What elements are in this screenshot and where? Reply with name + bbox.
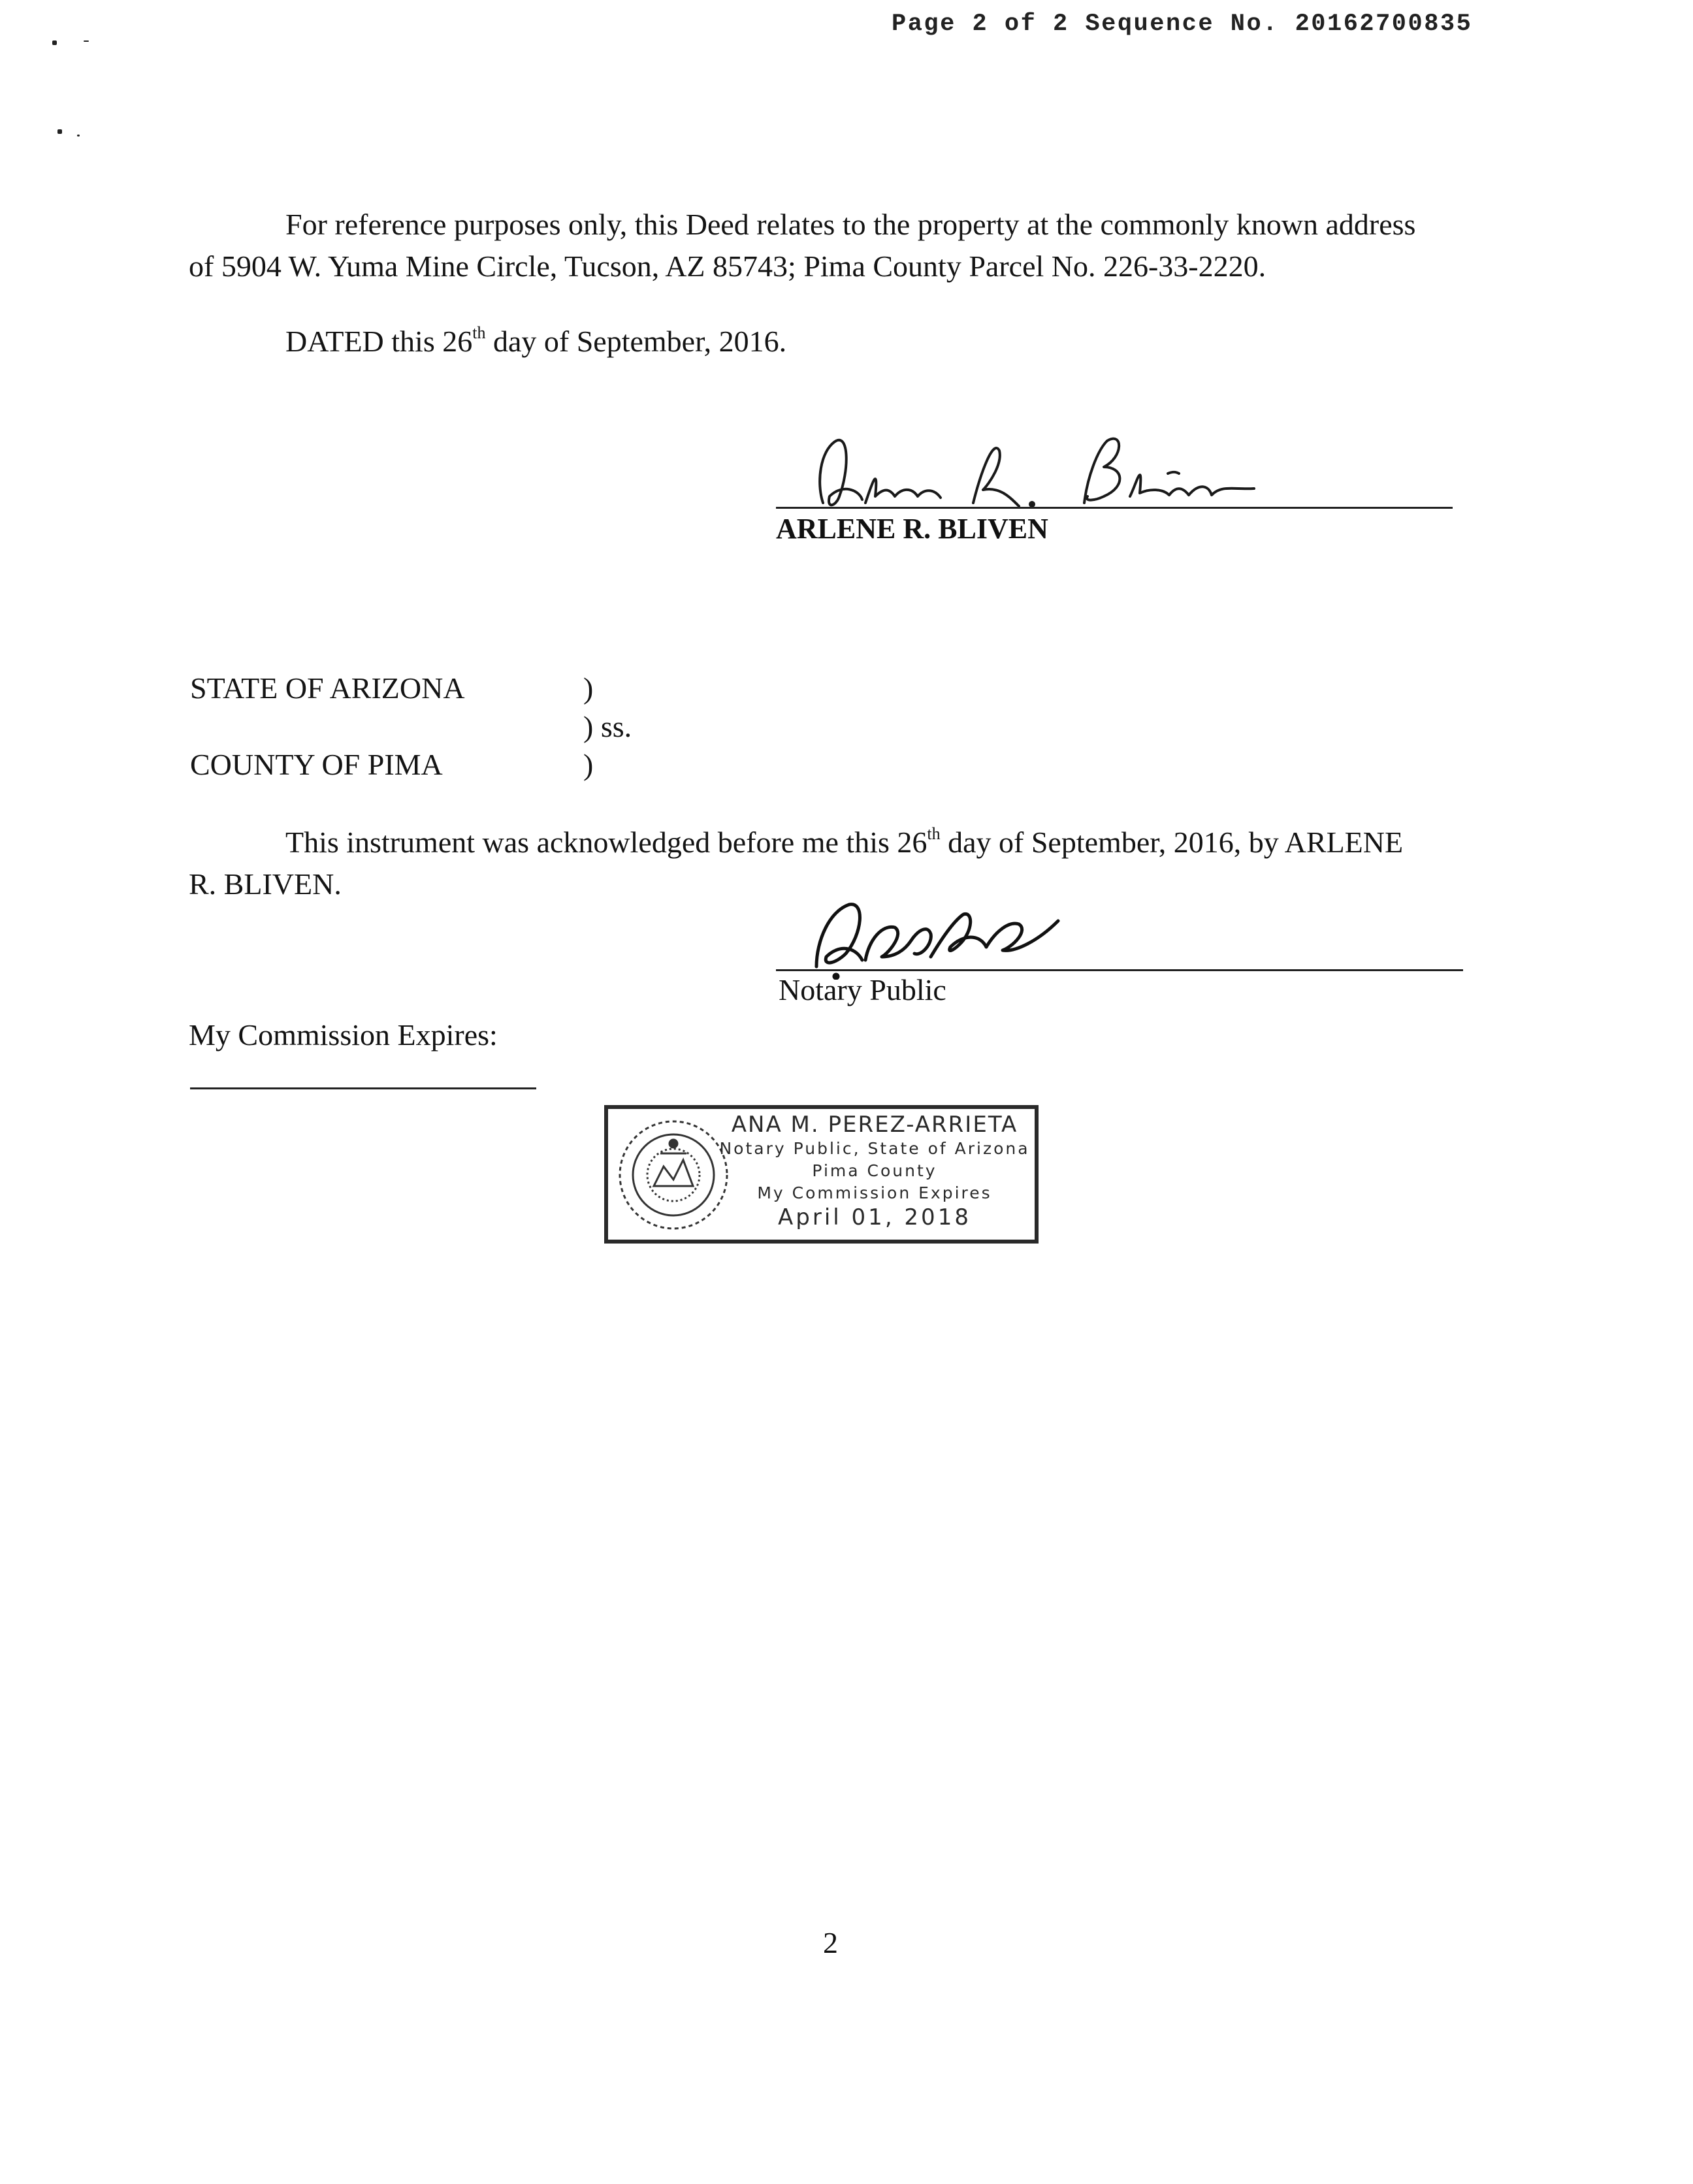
venue-paren-ss: ) ss. bbox=[583, 710, 632, 743]
ack-ordinal: th bbox=[927, 824, 941, 843]
notary-public-label: Notary Public bbox=[779, 973, 946, 1006]
venue-county: COUNTY OF PIMA bbox=[190, 748, 443, 781]
venue-paren-bottom: ) bbox=[583, 748, 594, 781]
scan-specks bbox=[0, 0, 131, 163]
stamp-notary-state: Notary Public, State of Arizona bbox=[719, 1139, 1030, 1158]
page-sequence-header: Page 2 of 2 Sequence No. 20162700835 bbox=[892, 10, 1473, 38]
notary-stamp bbox=[604, 1105, 1039, 1244]
grantor-printed-name: ARLENE R. BLIVEN bbox=[776, 513, 1048, 545]
grantor-signature bbox=[797, 411, 1332, 516]
commission-expires-line bbox=[190, 1087, 536, 1089]
reference-line-1: For reference purposes only, this Deed relates to the property at the commonly known address bbox=[285, 208, 1416, 241]
acknowledgment-line-2: R. BLIVEN. bbox=[189, 867, 342, 901]
dated-line bbox=[285, 321, 786, 362]
stamp-expiration-date: April 01, 2018 bbox=[778, 1204, 971, 1230]
stamp-commission-label: My Commission Expires bbox=[757, 1183, 992, 1202]
venue-state: STATE OF ARIZONA bbox=[190, 671, 465, 705]
notary-signature bbox=[790, 895, 1084, 980]
dated-ordinal: th bbox=[472, 323, 486, 342]
venue-paren-top: ) bbox=[583, 671, 594, 705]
page-number: 2 bbox=[823, 1926, 838, 1959]
ack-rest: day of September, 2016, by ARLENE bbox=[940, 826, 1404, 859]
grantor-signature-line bbox=[776, 507, 1453, 509]
stamp-notary-name: ANA M. PEREZ-ARRIETA bbox=[731, 1112, 1018, 1138]
ack-prefix: This instrument was acknowledged before me this 26 bbox=[285, 826, 927, 859]
dated-prefix: DATED this 26 bbox=[285, 325, 473, 358]
reference-line-2: of 5904 W. Yuma Mine Circle, Tucson, AZ 85743; Pima County Parcel No. 226-33-2220. bbox=[189, 249, 1266, 283]
commission-expires-label: My Commission Expires: bbox=[189, 1018, 498, 1052]
acknowledgment-line-1 bbox=[285, 822, 1403, 863]
stamp-text-block bbox=[718, 1112, 1031, 1230]
stamp-county: Pima County bbox=[812, 1161, 937, 1180]
state-seal-icon bbox=[615, 1114, 732, 1236]
dated-rest: day of September, 2016. bbox=[485, 325, 787, 358]
